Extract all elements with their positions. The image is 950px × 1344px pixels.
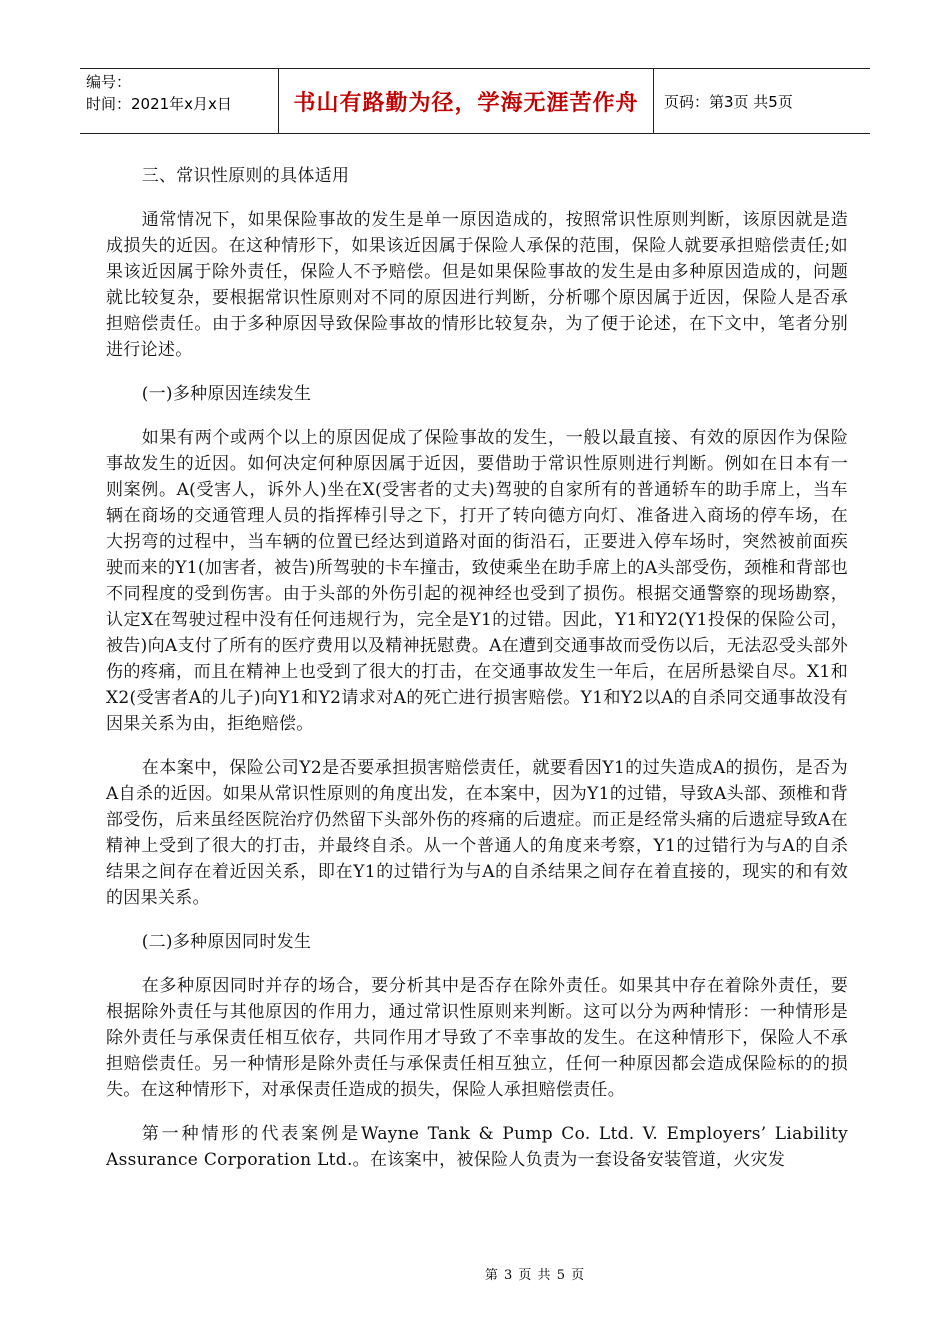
- paragraph: 第一种情形的代表案例是Wayne Tank & Pump Co. Ltd. V. Employers’ Liability Assurance Corporation Ltd.。在该案中，被保险人负责为一套设备安装管道，火灾发: [106, 1124, 848, 1170]
- footer-page-number: 第 3 页 共 5 页: [484, 1268, 586, 1283]
- document-number-label: 编号：: [86, 73, 132, 91]
- header-page-info: 页码：第3页 共5页: [664, 92, 793, 111]
- paragraph: 通常情况下，如果保险事故的发生是单一原因造成的，按照常识性原则判断，该原因就是造成损失的近因。在这种情形下，如果该近因属于保险人承保的范围，保险人就要承担赔偿责任;如果该近因属于除外责任，保险人不予赔偿。但是如果保险事故的发生是由多种原因造成的，问题就比较复杂，要根据常识性原则对不同的原因进行判断，分析哪个原因属于近因，保险人是否承担赔偿责任。由于多种原因导致保险事故的情形比较复杂，为了便于论述，在下文中，笔者分别进行论述。: [106, 210, 848, 360]
- header-meta: [80, 69, 278, 133]
- paragraph: 如果有两个或两个以上的原因促成了保险事故的发生，一般以最直接、有效的原因作为保险事故发生的近因。如何决定何种原因属于近因，要借助于常识性原则进行判断。例如在日本有一则案例。A(受害人，诉外人)坐在X(受害者的丈夫)驾驶的自家所有的普通轿车的助手席上，当车辆在商场的交通管理人员的指挥棒引导之下，打开了转向德方向灯、准备进入商场的停车场，在大拐弯的过程中，当车辆的位置已经达到道路对面的街沿石，正要进入停车场时，突然被前面疾驶而来的Y1(加害者，被告)所驾驶的卡车撞击，致使乘坐在助手席上的A头部受伤，颈椎和背部也不同程度的受到伤害。由于头部的外伤引起的视神经也受到了损伤。根据交通警察的现场勘察，认定X在驾驶过程中没有任何违规行为，完全是Y1的过错。因此，Y1和Y2(Y1投保的保险公司，被告)向A支付了所有的医疗费用以及精神抚慰费。A在遭到交通事故而受伤以后，无法忍受头部外伤的疼痛，而且在精神上也受到了很大的打击，在交通事故发生一年后，在居所悬梁自尽。X1和X2(受害者A的儿子)向Y1和Y2请求对A的死亡进行损害赔偿。Y1和Y2以A的自杀同交通事故没有因果关系为由，拒绝赔偿。: [106, 428, 848, 734]
- page-footer: [0, 1264, 950, 1283]
- page-header: [80, 68, 870, 134]
- paragraph: 在多种原因同时并存的场合，要分析其中是否存在除外责任。如果其中存在着除外责任，要根据除外责任与其他原因的作用力，通过常识性原则来判断。这可以分为两种情形：一种情形是除外责任与承保责任相互依存，共同作用才导致了不幸事故的发生。在这种情形下，保险人不承担赔偿责任。另一种情形是除外责任与承保责任相互独立，任何一种原因都会造成保险标的的损失。在这种情形下，对承保责任造成的损失，保险人承担赔偿责任。: [106, 976, 848, 1100]
- section-title: 三、常识性原则的具体适用: [141, 166, 350, 186]
- paragraph: 在本案中，保险公司Y2是否要承担损害赔偿责任，就要看因Y1的过失造成A的损伤，是否为A自杀的近因。如果从常识性原则的角度出发，在本案中，因为Y1的过错，导致A头部、颈椎和背部受伤，后来虽经医院治疗仍然留下头部外伤的疼痛的后遗症。而正是经常头痛的后遗症导致A在精神上受到了很大的打击，并最终自杀。从一个普通人的角度来考察，Y1的过错行为与A的自杀结果之间存在着近因关系，即在Y1的过错行为与A的自杀结果之间存在着直接的，现实的和有效的因果关系。: [106, 758, 848, 908]
- header-motto: 书山有路勤为径，学海无涯苦作舟: [278, 69, 654, 133]
- document-time-label: 时间：2021年x月x日: [86, 95, 232, 113]
- subheading: (二)多种原因同时发生: [141, 932, 312, 952]
- document-body: [106, 163, 848, 1191]
- subheading: (一)多种原因连续发生: [141, 384, 312, 404]
